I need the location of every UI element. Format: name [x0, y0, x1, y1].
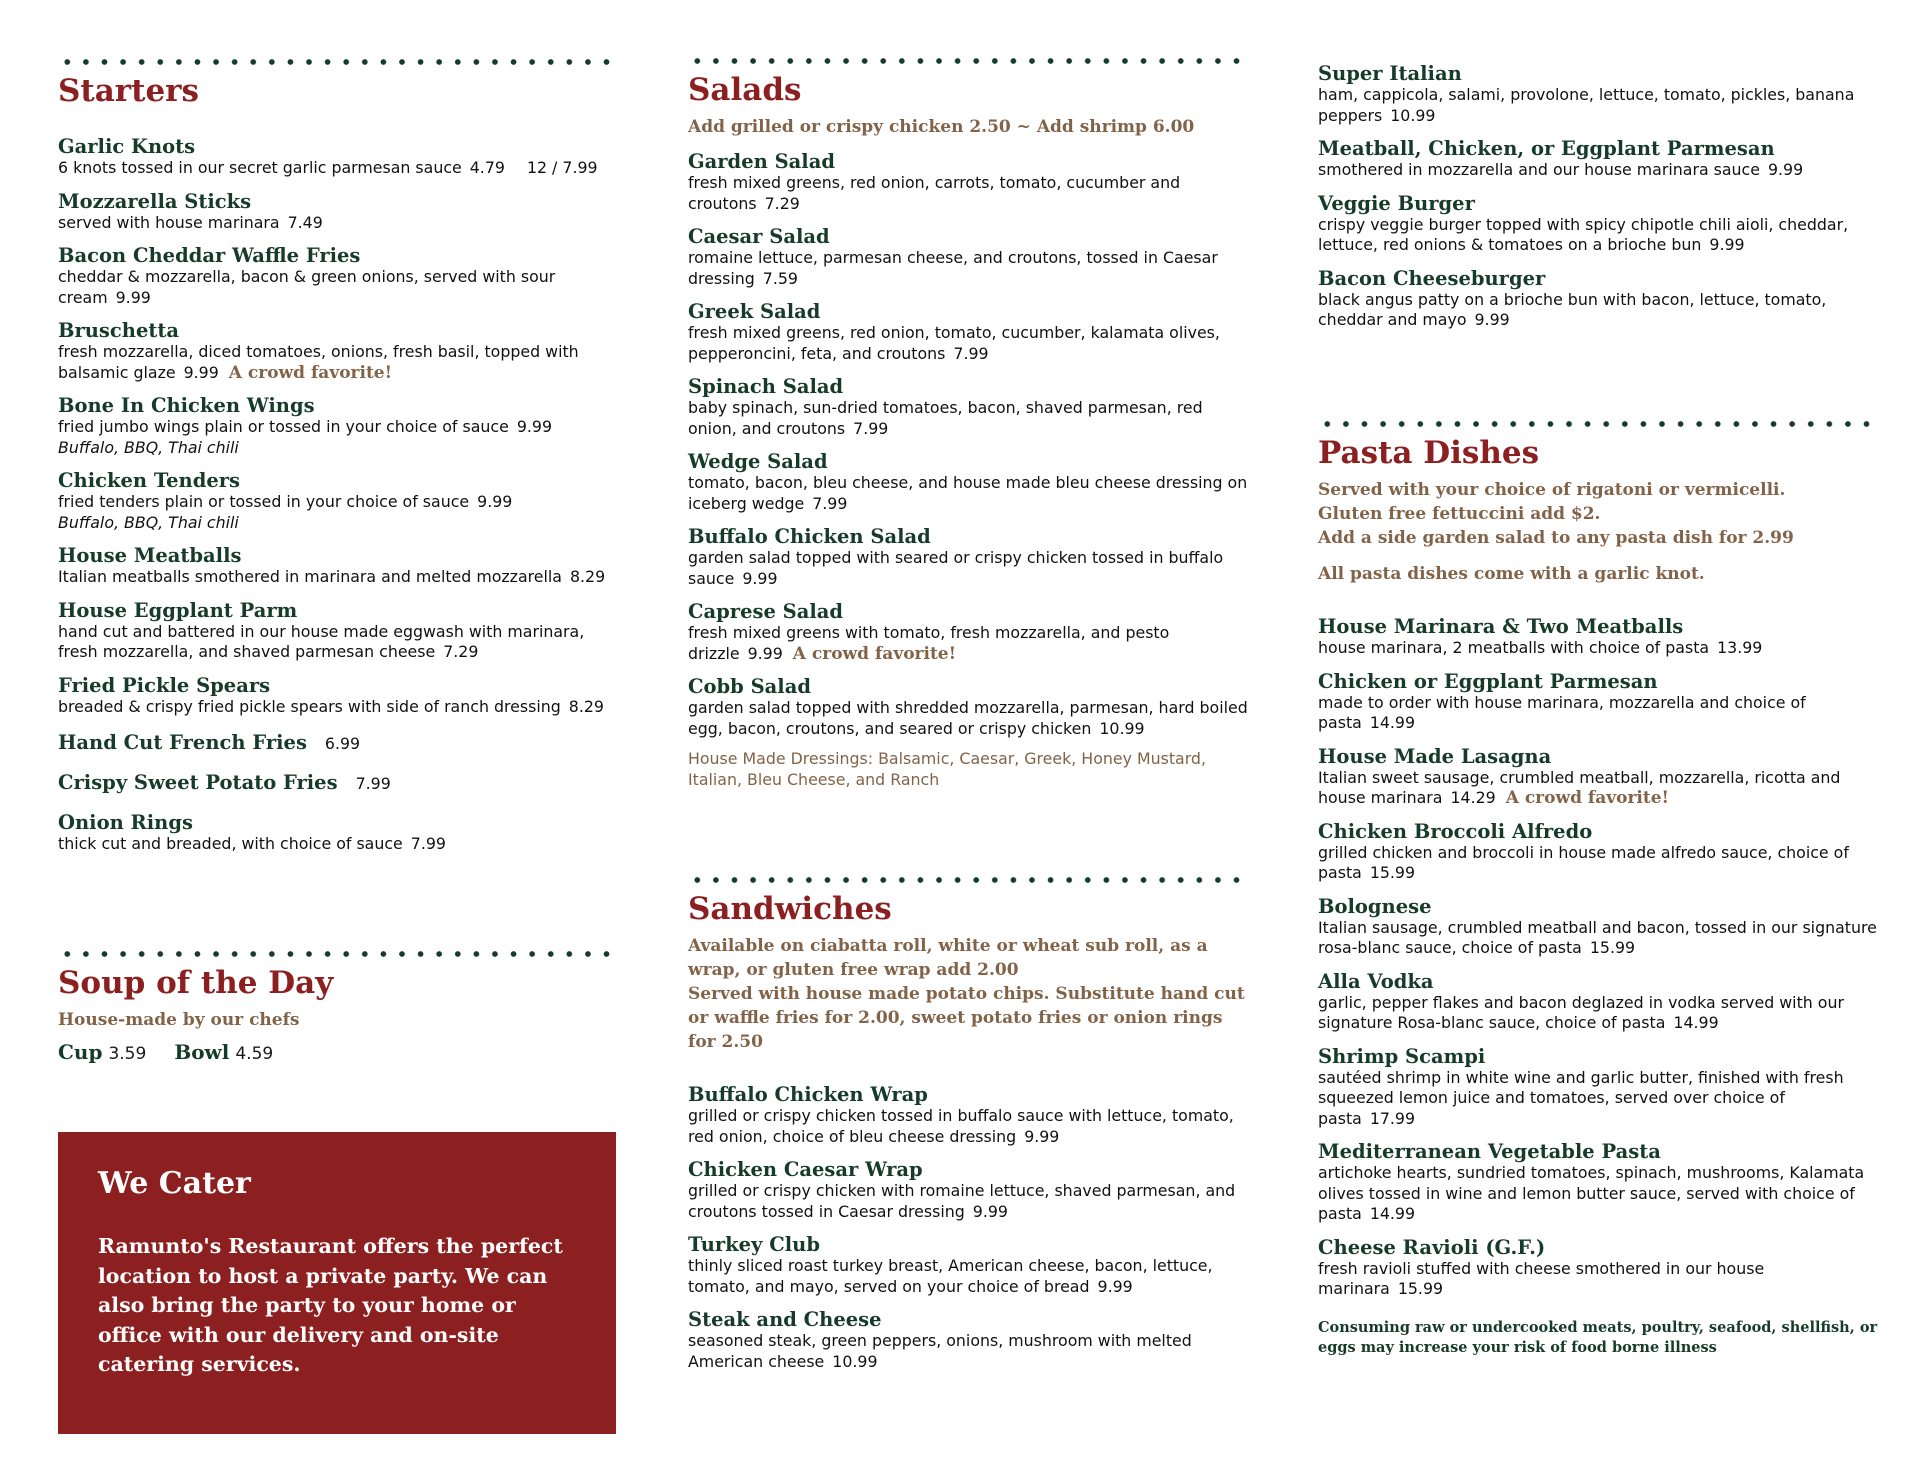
item-price: 15.99	[1397, 1279, 1444, 1298]
item-price: 15.99	[1369, 863, 1416, 882]
item-name: Caprese Salad	[688, 600, 844, 623]
menu-item	[688, 225, 1248, 289]
item-name: Spinach Salad	[688, 375, 844, 398]
item-name: Bacon Cheeseburger	[1318, 266, 1546, 290]
item-price: 14.29	[1450, 788, 1496, 807]
item-description: house marinara, 2 meatballs with choice of pasta	[1318, 638, 1710, 657]
catering-box	[58, 1132, 616, 1434]
item-description: fresh mozzarella, diced tomatoes, onions, fresh basil, topped with balsamic glaze	[58, 342, 579, 382]
menu-item	[688, 1233, 1248, 1297]
item-description: romaine lettuce, parmesan cheese, and croutons, tossed in Caesar dressing	[688, 248, 1218, 288]
pasta-note: Gluten free fettuccini add $2.	[1318, 504, 1601, 524]
menu-item	[1318, 62, 1878, 126]
menu-item	[58, 771, 616, 795]
menu-item	[58, 674, 616, 718]
menu-item	[58, 394, 616, 458]
item-name: Meatball, Chicken, or Eggplant Parmesan	[1318, 137, 1775, 160]
menu-item	[1318, 615, 1878, 659]
item-description: grilled or crispy chicken with romaine lettuce, shaved parmesan, and croutons tossed in Caesar dressing	[688, 1181, 1236, 1221]
menu-item	[688, 1308, 1248, 1372]
menu-item	[688, 600, 1248, 664]
item-price: 7.49	[287, 212, 323, 232]
item-price: 7.99	[812, 493, 848, 513]
item-description: seasoned steak, green peppers, onions, mushroom with melted American cheese	[688, 1331, 1192, 1371]
dotted-divider	[58, 58, 616, 66]
starters-section	[58, 58, 616, 855]
item-name: House Marinara & Two Meatballs	[1318, 615, 1684, 638]
item-description: tomato, bacon, bleu cheese, and house made bleu cheese dressing on iceberg wedge	[688, 473, 1248, 513]
item-name: House Eggplant Parm	[58, 598, 298, 622]
item-name: Buffalo Chicken Salad	[688, 525, 931, 548]
item-description: made to order with house marinara, mozzarella and choice of pasta	[1318, 692, 1806, 732]
item-description: baby spinach, sun-dried tomatoes, bacon, shaved parmesan, red onion, and croutons	[688, 398, 1203, 438]
item-description: grilled chicken and broccoli in house made alfredo sauce, choice of pasta	[1318, 842, 1849, 882]
item-name: Garden Salad	[688, 150, 835, 173]
item-description: thinly sliced roast turkey breast, American cheese, bacon, lettuce, tomato, and mayo, served on your choice of bread	[688, 1256, 1213, 1296]
item-price: 9.99	[115, 287, 151, 307]
item-description: 6 knots tossed in our secret garlic parmesan sauce	[58, 158, 462, 177]
item-description: fried tenders plain or tossed in your choice of sauce	[58, 492, 470, 511]
menu-item	[1318, 192, 1878, 256]
menu-item	[58, 731, 616, 755]
cup-price: 3.59	[108, 1044, 147, 1064]
item-price: 9.99	[1097, 1276, 1133, 1296]
menu-item	[1318, 895, 1878, 959]
item-price: 9.99	[972, 1201, 1008, 1221]
menu-item	[1318, 1236, 1878, 1300]
menu-item	[1318, 137, 1878, 181]
item-price: 7.29	[443, 642, 479, 661]
item-price: 7.99	[355, 774, 391, 793]
menu-item	[688, 525, 1248, 589]
item-description: black angus patty on a brioche bun with bacon, lettuce, tomato, cheddar and mayo	[1318, 289, 1827, 329]
item-description: garden salad topped with seared or crispy chicken tossed in buffalo sauce	[688, 548, 1224, 588]
item-description: thick cut and breaded, with choice of sauce	[58, 834, 403, 853]
item-name: Bone In Chicken Wings	[58, 394, 315, 417]
section-title: Sandwiches	[688, 891, 892, 927]
cup-label: Cup	[58, 1040, 103, 1064]
item-description: Italian sweet sausage, crumbled meatball, mozzarella, ricotta and house marinara	[1318, 767, 1841, 807]
item-name: Alla Vodka	[1318, 969, 1434, 993]
menu-item	[1318, 745, 1878, 809]
menu-item	[58, 319, 616, 383]
item-description: garlic, pepper flakes and bacon deglazed in vodka served with our signature Rosa-blanc sauce, choice of pasta	[1318, 992, 1844, 1032]
menu-item	[1318, 1045, 1878, 1130]
dotted-divider	[688, 57, 1248, 65]
soup-note: House-made by our chefs	[58, 1010, 300, 1030]
item-price: 17.99	[1369, 1108, 1416, 1128]
item-description: fresh mixed greens, red onion, tomato, cucumber, kalamata olives, pepperoncini, feta, and croutons	[688, 323, 1220, 363]
item-name: Chicken Tenders	[58, 469, 241, 492]
item-price: 7.29	[764, 193, 800, 213]
menu-item	[688, 300, 1248, 364]
item-description: grilled or crispy chicken tossed in buffalo sauce with lettuce, tomato, red onion, choice of bleu cheese dressing	[688, 1106, 1234, 1146]
catering-description: Ramunto's Restaurant offers the perfect location to host a private party. We can also bring the party to your home or office with our delivery and on-site catering services.	[98, 1234, 563, 1376]
item-description: fresh mixed greens with tomato, fresh mozzarella, and pesto drizzle	[688, 623, 1170, 663]
item-price: 14.99	[1369, 713, 1416, 732]
item-price: 4.79	[469, 158, 505, 177]
catering-title: We Cater	[98, 1166, 251, 1201]
menu-item	[688, 1158, 1248, 1222]
sandwiches-section	[688, 876, 1248, 1372]
item-name: Buffalo Chicken Wrap	[688, 1083, 928, 1106]
item-description: cheddar & mozzarella, bacon & green onions, served with sour cream	[58, 267, 556, 307]
dotted-divider	[688, 876, 1248, 884]
item-name: Mediterranean Vegetable Pasta	[1318, 1140, 1661, 1163]
item-name: Garlic Knots	[58, 135, 196, 158]
item-description: served with house marinara	[58, 212, 280, 232]
menu-item	[1318, 820, 1878, 884]
item-name: Chicken or Eggplant Parmesan	[1318, 669, 1658, 693]
item-price: 9.99	[477, 492, 513, 511]
menu-item	[58, 135, 616, 179]
item-price: 14.99	[1369, 1204, 1416, 1223]
dotted-divider	[58, 950, 616, 958]
item-description: garden salad topped with shredded mozzarella, parmesan, hard boiled egg, bacon, croutons, and seared or crispy chicken	[688, 698, 1248, 738]
menu-item	[688, 450, 1248, 514]
menu-item	[58, 544, 616, 588]
item-name: Steak and Cheese	[688, 1308, 882, 1331]
dotted-divider	[1318, 420, 1878, 428]
crowd-favorite-badge: A crowd favorite!	[792, 643, 957, 664]
item-name: Veggie Burger	[1318, 191, 1475, 215]
item-price: 9.99	[747, 643, 783, 663]
item-description: fried jumbo wings plain or tossed in your choice of sauce	[58, 417, 509, 436]
sauce-options: Buffalo, BBQ, Thai chili	[58, 512, 239, 532]
pasta-note: Served with your choice of rigatoni or vermicelli.	[1318, 480, 1786, 500]
menu-item	[1318, 970, 1878, 1034]
item-description: fresh mixed greens, red onion, carrots, tomato, cucumber and croutons	[688, 173, 1181, 213]
item-name: Super Italian	[1318, 62, 1462, 85]
item-price: 8.29	[568, 696, 604, 716]
menu-item	[58, 599, 616, 663]
sandwich-bread-note: Available on ciabatta roll, white or wheat sub roll, as a wrap, or gluten free wrap add 2.00	[688, 936, 1208, 980]
item-name: Fried Pickle Spears	[58, 673, 271, 697]
item-description: hand cut and battered in our house made eggwash with marinara, fresh mozzarella, and shaved parmesan cheese	[58, 621, 585, 661]
item-price: 10.99	[1099, 718, 1145, 738]
item-description: Italian meatballs smothered in marinara and melted mozzarella	[58, 567, 562, 586]
item-price: 8.29	[569, 567, 606, 586]
item-name: Crispy Sweet Potato Fries	[58, 771, 338, 794]
section-title: Pasta Dishes	[1318, 435, 1540, 471]
section-title: Soup of the Day	[58, 965, 334, 1001]
item-name: House Meatballs	[58, 544, 242, 567]
item-name: Bruschetta	[58, 319, 180, 342]
item-name: House Made Lasagna	[1318, 744, 1552, 768]
soup-section	[58, 950, 616, 1064]
menu-item	[688, 675, 1248, 739]
item-name: Cheese Ravioli (G.F.)	[1318, 1235, 1546, 1259]
item-description: smothered in mozzarella and our house marinara sauce	[1318, 160, 1760, 179]
pasta-note: All pasta dishes come with a garlic knot.	[1318, 564, 1705, 584]
salads-addon-note: Add grilled or crispy chicken 2.50 ~ Add shrimp 6.00	[688, 117, 1195, 137]
item-description: sautéed shrimp in white wine and garlic butter, finished with fresh squeezed lemon juice and tomatoes, served over choice of pasta	[1318, 1067, 1844, 1128]
menu-item	[58, 469, 616, 533]
item-price: 9.99	[1767, 160, 1804, 179]
item-name: Wedge Salad	[688, 450, 828, 473]
item-price: 9.99	[1709, 235, 1745, 254]
pasta-section	[1318, 420, 1878, 1358]
section-title: Starters	[58, 73, 199, 109]
item-description: ham, cappicola, salami, provolone, lettuce, tomato, pickles, banana peppers	[1318, 85, 1855, 125]
bowl-price: 4.59	[235, 1044, 274, 1064]
menu-item	[688, 375, 1248, 439]
item-description: artichoke hearts, sundried tomatoes, spinach, mushrooms, Kalamata olives tossed in wine and lemon butter sauce, served with choice of pasta	[1318, 1163, 1865, 1223]
item-description: breaded & crispy fried pickle spears with side of ranch dressing	[58, 696, 561, 716]
item-name: Greek Salad	[688, 300, 821, 323]
menu-item	[1318, 670, 1878, 734]
item-price: 9.99	[1024, 1126, 1060, 1146]
menu-item	[58, 811, 616, 855]
item-price: 9.99	[1474, 310, 1510, 329]
item-description: crispy veggie burger topped with spicy chipotle chili aioli, cheddar, lettuce, red onions & tomatoes on a brioche bun	[1318, 214, 1849, 254]
item-name: Chicken Broccoli Alfredo	[1318, 819, 1593, 843]
item-price: 7.99	[953, 343, 989, 363]
item-name: Caesar Salad	[688, 225, 830, 248]
menu-item	[58, 190, 616, 234]
crowd-favorite-badge: A crowd favorite!	[228, 362, 393, 383]
sauce-options: Buffalo, BBQ, Thai chili	[58, 437, 239, 457]
item-price: 7.99	[410, 834, 446, 853]
sandwiches-continued	[1318, 62, 1878, 331]
soup-prices	[58, 1040, 616, 1064]
section-title: Salads	[688, 72, 802, 108]
crowd-favorite-badge: A crowd favorite!	[1505, 788, 1670, 808]
menu-item	[58, 244, 616, 308]
menu-item	[1318, 267, 1878, 331]
salads-section	[688, 57, 1248, 790]
item-name: Turkey Club	[688, 1233, 820, 1256]
pasta-note: Add a side garden salad to any pasta dish for 2.99	[1318, 528, 1794, 548]
item-name: Chicken Caesar Wrap	[688, 1158, 923, 1181]
food-safety-warning: Consuming raw or undercooked meats, poultry, seafood, shellfish, or eggs may increase your risk of food borne illness	[1318, 1318, 1878, 1356]
item-name: Bacon Cheddar Waffle Fries	[58, 244, 361, 267]
item-description: Italian sausage, crumbled meatball and bacon, tossed in our signature rosa-blanc sauce, choice of pasta	[1318, 917, 1877, 957]
item-name: Mozzarella Sticks	[58, 189, 252, 213]
item-name: Hand Cut French Fries	[58, 731, 307, 754]
menu-item	[688, 150, 1248, 214]
sandwich-sides-note: Served with house made potato chips. Substitute hand cut or waffle fries for 2.00, sweet potato fries or onion rings for 2.50	[688, 984, 1245, 1052]
item-name: Bolognese	[1318, 894, 1432, 918]
item-price: 6.99	[324, 734, 361, 753]
menu-item	[688, 1083, 1248, 1147]
item-name: Shrimp Scampi	[1318, 1044, 1486, 1068]
item-name: Onion Rings	[58, 811, 193, 834]
item-price: 10.99	[832, 1351, 878, 1371]
item-price: 9.99	[516, 417, 553, 436]
item-price: 13.99	[1717, 638, 1763, 657]
item-description: fresh ravioli stuffed with cheese smothered in our house marinara	[1318, 1258, 1765, 1298]
item-price: 9.99	[183, 362, 219, 382]
item-price-alt: 12 / 7.99	[526, 158, 598, 177]
item-price: 7.99	[853, 418, 889, 438]
item-price: 10.99	[1390, 105, 1436, 125]
menu-item	[1318, 1140, 1878, 1225]
item-name: Cobb Salad	[688, 675, 811, 698]
item-price: 7.59	[762, 268, 798, 288]
item-price: 14.99	[1673, 1013, 1719, 1032]
item-price: 9.99	[742, 568, 778, 588]
bowl-label: Bowl	[174, 1040, 230, 1064]
item-price: 15.99	[1589, 938, 1636, 957]
dressings-note: House Made Dressings: Balsamic, Caesar, Greek, Honey Mustard, Italian, Bleu Cheese, and Ranch	[688, 749, 1206, 789]
